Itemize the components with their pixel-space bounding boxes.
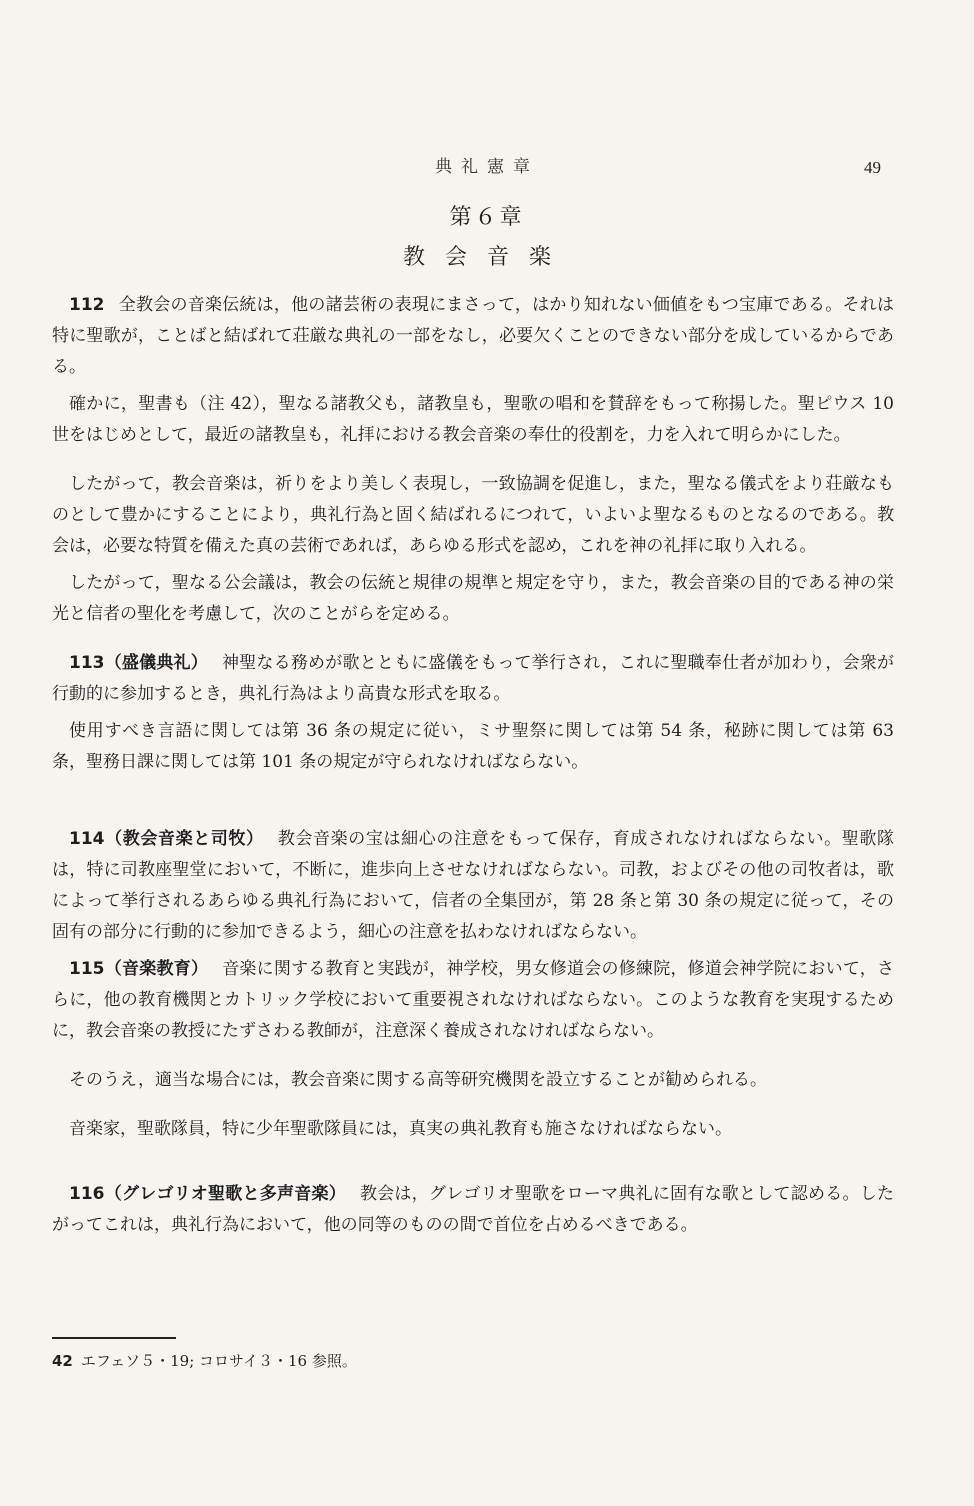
article-heading-114: （教会音楽と司牧） bbox=[104, 829, 264, 849]
paragraph-115-2: そのうえ，適当な場合には，教会音楽に関する高等研究機関を設立することが勧められる。 bbox=[69, 1070, 768, 1090]
paragraph-115-1 bbox=[52, 954, 894, 1047]
article-heading-116: （グレゴリオ聖歌と多声音楽） bbox=[104, 1184, 346, 1204]
paragraph-112-1 bbox=[52, 290, 894, 383]
paragraph-112-2: 確かに，聖書も（注 42），聖なる諸教父も，諸教皇も，聖歌の唱和を賛辞をもって称揚した。聖ピウス 10 世をはじめとして，最近の諸教皇も，礼拝における教会音楽の奉仕的役割を，力を入れて明らかにした。 bbox=[52, 394, 894, 445]
footnote-text: エフェソ５・19; コロサイ３・16 参照。 bbox=[80, 1352, 357, 1370]
article-heading-113: （盛儀典礼） bbox=[104, 653, 208, 673]
article-number-115: 115 bbox=[69, 959, 105, 979]
footnote-number: 42 bbox=[52, 1352, 73, 1370]
paragraph-112-3: したがって，教会音楽は，祈りをより美しく表現し，一致協調を促進し，また，聖なる儀式をより荘厳なものとして豊かにすることにより，典礼行為と固く結ばれるにつれて，いよいよ聖なるものとなるのである。教会は，必要な特質を備えた真の芸術であれば，あらゆる形式を認め，これを神の礼拝に取り入れる。 bbox=[52, 474, 894, 556]
body-text bbox=[52, 290, 894, 1241]
footnote bbox=[52, 1350, 357, 1371]
footnote-rule bbox=[52, 1337, 176, 1339]
paragraph-113-2: 使用すべき言語に関しては第 36 条の規定に従い，ミサ聖祭に関しては第 54 条，秘跡に関しては第 63 条，聖務日課に関しては第 101 条の規定が守られなければならない。 bbox=[52, 721, 894, 772]
running-head: 典礼憲章 bbox=[435, 157, 539, 177]
article-number-112: 112 bbox=[69, 295, 105, 315]
paragraph-114-1 bbox=[52, 824, 894, 948]
article-number-116: 116 bbox=[69, 1184, 105, 1204]
chapter-number: 第６章 bbox=[449, 205, 525, 230]
paragraph-text: 神聖なる務めが歌とともに盛儀をもって挙行され，これに聖職奉仕者が加わり，会衆が行動的に参加するとき，典礼行為はより高貴な形式を取る。 bbox=[52, 653, 894, 704]
page-number: 49 bbox=[864, 158, 881, 177]
paragraph-115-3: 音楽家，聖歌隊員，特に少年聖歌隊員には，真実の典礼教育も施さなければならない。 bbox=[69, 1119, 732, 1139]
paragraph-112-4: したがって，聖なる公会議は，教会の伝統と規律の規準と規定を守り，また，教会音楽の目的である神の栄光と信者の聖化を考慮して，次のことがらを定める。 bbox=[52, 573, 894, 624]
paragraph-text: 教会音楽の宝は細心の注意をもって保存，育成されなければならない。聖歌隊は，特に司教座聖堂において，不断に，進歩向上させなければならない。司教，およびその他の司牧者は，歌によって挙行されるあらゆる典礼行為において，信者の全集団が，第 28 条と第 30 条の規定に従って，その固有の部分に行動的に参加できるよう，細心の注意を払わなければならない。 bbox=[52, 829, 894, 942]
paragraph-113-1 bbox=[52, 648, 894, 710]
article-heading-115: （音楽教育） bbox=[104, 959, 209, 979]
chapter-title: 教会音楽 bbox=[402, 245, 571, 270]
paragraph-text: 音楽に関する教育と実践が，神学校，男女修道会の修練院，修道会神学院において，さらに，他の教育機関とカトリック学校において重要視されなければならない。このような教育を実現するために，教会音楽の教授にたずさわる教師が，注意深く養成されなければならない。 bbox=[52, 959, 894, 1041]
paragraph-text: 教会は，グレゴリオ聖歌をローマ典礼に固有な歌として認める。したがってこれは，典礼行為において，他の同等のものの間で首位を占めるべきである。 bbox=[52, 1184, 894, 1235]
paragraph-116-1 bbox=[52, 1179, 894, 1241]
article-number-113: 113 bbox=[69, 653, 105, 673]
paragraph-text: 全教会の音楽伝統は，他の諸芸術の表現にまさって，はかり知れない価値をもつ宝庫である。それは特に聖歌が，ことばと結ばれて荘厳な典礼の一部をなし，必要欠くことのできない部分を成しているからである。 bbox=[52, 295, 894, 377]
article-number-114: 114 bbox=[69, 829, 105, 849]
